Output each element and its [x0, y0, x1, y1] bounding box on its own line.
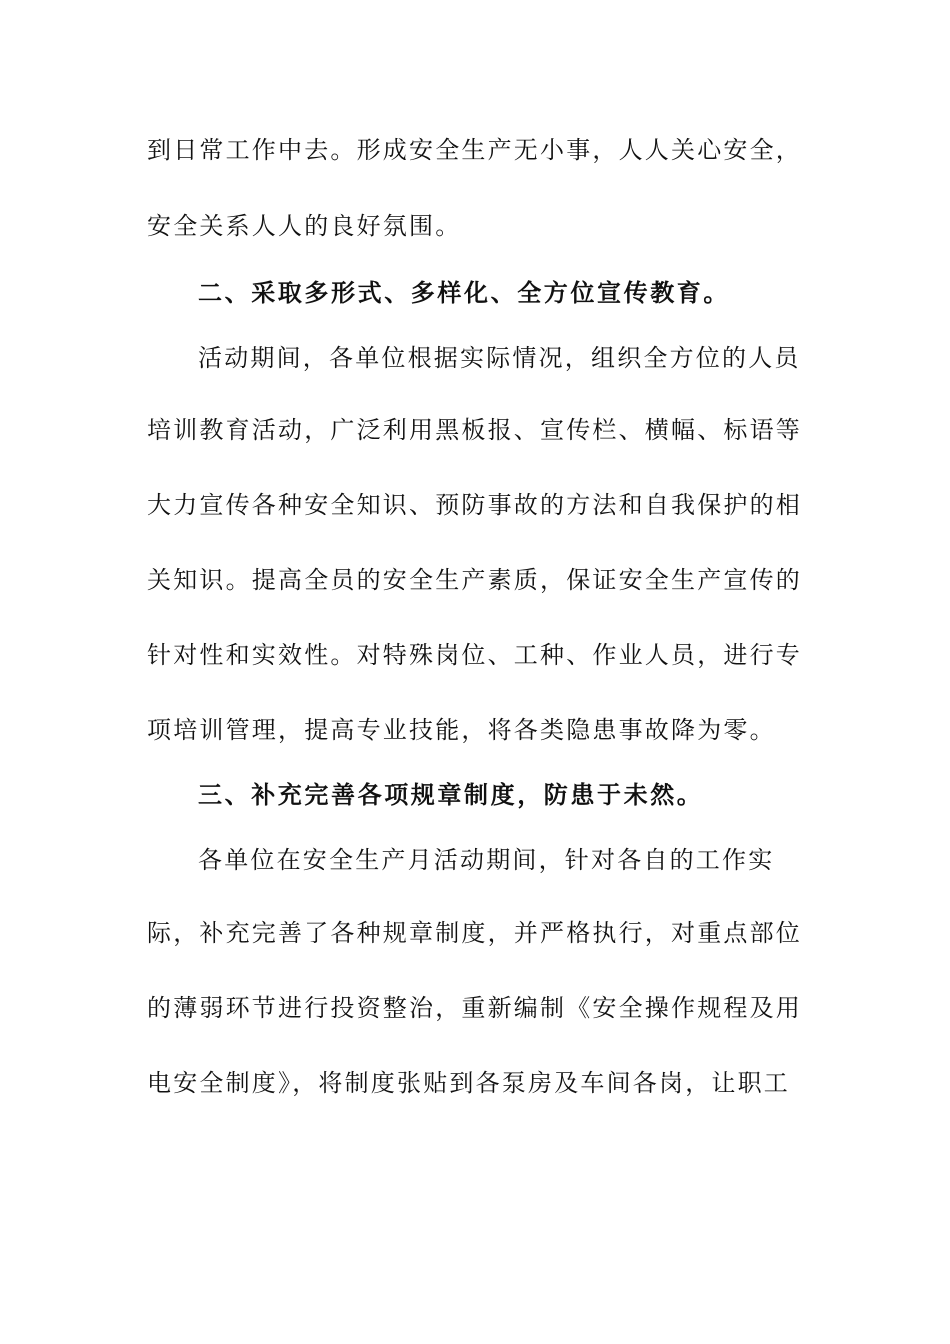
section-heading-3: 三、补充完善各项规章制度，防患于未然。 [198, 781, 704, 809]
body-text-line: 到日常工作中去。形成安全生产无小事，人人关心安全， [147, 136, 802, 164]
section-heading-2: 二、采取多形式、多样化、全方位宣传教育。 [198, 279, 730, 307]
body-text-line: 项培训管理，提高专业技能，将各类隐患事故降为零。 [147, 716, 776, 744]
body-text-line: 电安全制度》，将制度张贴到各泵房及车间各岗，让职工 [147, 1069, 790, 1097]
body-text-line: 针对性和实效性。对特殊岗位、工种、作业人员，进行专 [147, 641, 802, 669]
body-text-line: 际，补充完善了各种规章制度，并严格执行，对重点部位 [147, 919, 802, 947]
body-text-line: 的薄弱环节进行投资整治，重新编制《安全操作规程及用 [147, 994, 802, 1022]
body-text-line: 关知识。提高全员的安全生产素质，保证安全生产宣传的 [147, 566, 802, 594]
body-text-line: 培训教育活动，广泛利用黑板报、宣传栏、横幅、标语等 [147, 416, 802, 444]
paragraph-first-line: 活动期间，各单位根据实际情况，组织全方位的人员 [198, 344, 801, 372]
body-text-line: 安全关系人人的良好氛围。 [147, 212, 462, 240]
body-text-line: 大力宣传各种安全知识、预防事故的方法和自我保护的相 [147, 491, 802, 519]
paragraph-first-line: 各单位在安全生产月活动期间，针对各自的工作实 [198, 846, 775, 874]
